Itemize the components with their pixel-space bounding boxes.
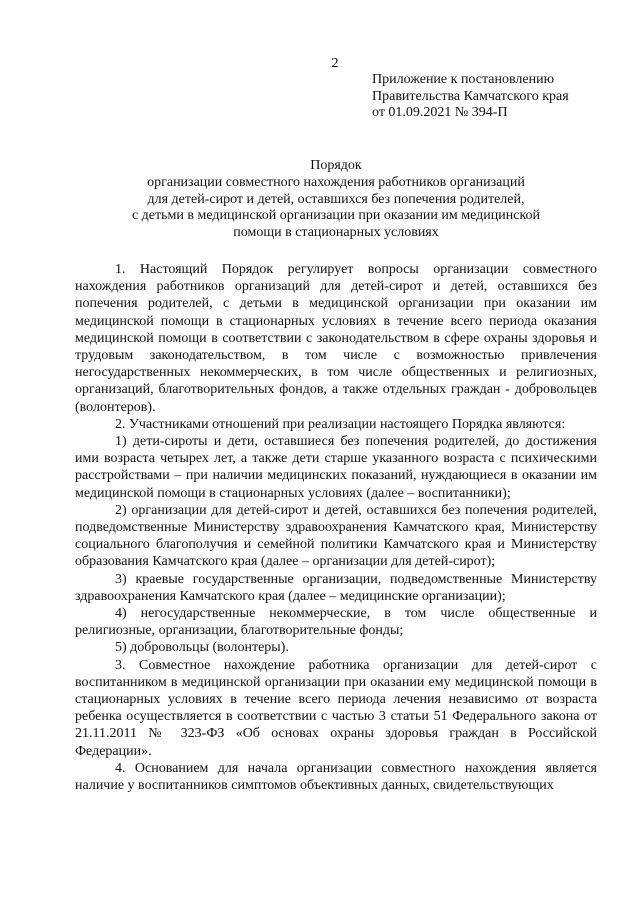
paragraph: 3) краевые государственные организации, подведомственные Министерству здравоохранения Камчатского края (далее – медицинские организации); — [75, 571, 597, 604]
document-body — [75, 261, 597, 794]
appendix-line: Приложение к постановлению — [372, 72, 555, 87]
appendix-header — [372, 72, 569, 122]
title-heading: Порядок — [310, 158, 362, 173]
title-line: для детей-сирот и детей, оставшихся без попечения родителей, — [147, 191, 525, 207]
paragraph: 4. Основанием для начала организации совместного нахождения является наличие у воспитанников симптомов объективных данных, свидетельствующих — [75, 760, 597, 794]
paragraph: 5) добровольцы (волонтеры). — [115, 640, 289, 656]
title-line: организации совместного нахождения работников организаций — [147, 174, 525, 190]
document-title — [75, 158, 597, 242]
appendix-line: Правительства Камчатского края — [372, 88, 569, 104]
paragraph: 1) дети-сироты и дети, оставшиеся без попечения родителей, до достижения ими возраста четырех лет, а также дети старше указанного возраста с психическими расстройствами – при наличии медицинских показаний, нуждающиеся в оказании им медицинской помощи в стационарных условиях (далее – воспитанники); — [75, 434, 597, 501]
paragraph: 1. Настоящий Порядок регулирует вопросы организации совместного нахождения работников организаций для детей-сирот и детей, оставшихся без попечения родителей, с детьми в медицинской организации при оказании им медицинской помощи в стационарных условиях в течение всего периода оказания медицинской помощи в соответствии с законодательством в сфере охраны здоровья и трудовым законодательством, в том числе с возможностью привлечения негосударственных некоммерческих, в том числе общественных и религиозных, организаций, благотворительных фондов, а также отдельных граждан - добровольцев (волонтеров). — [75, 262, 597, 415]
page-number: 2 — [331, 56, 339, 71]
paragraph: 3. Совместное нахождение работника организации для детей-сирот с воспитанником в медицинской организации при оказании ему медицинской помощи в стационарных условиях в течение всего периода лечения независимо от возраста ребенка осуществляется в соответствии с частью 3 статьи 51 Федерального закона от 21.11.2011 № 323-ФЗ «Об основах охраны здоровья граждан в Российской Федерации». — [75, 657, 597, 759]
paragraph: 4) негосударственные некоммерческие, в том числе общественные и религиозные, организации, благотворительные фонды; — [75, 606, 597, 639]
paragraph: 2) организации для детей-сирот и детей, оставшихся без попечения родителей, подведомственные Министерству здравоохранения Камчатского края, Министерству социального благополучия и семейной политики Камчатского края и Министерству образования Камчатского края (далее – организации для детей-сирот); — [75, 502, 597, 570]
paragraph: 2. Участниками отношений при реализации настоящего Порядка являются: — [115, 416, 566, 432]
appendix-line: от 01.09.2021 № 394-П — [372, 105, 508, 120]
title-line: помощи в стационарных условиях — [233, 225, 439, 241]
title-line: с детьми в медицинской организации при оказании им медицинской — [131, 208, 541, 224]
